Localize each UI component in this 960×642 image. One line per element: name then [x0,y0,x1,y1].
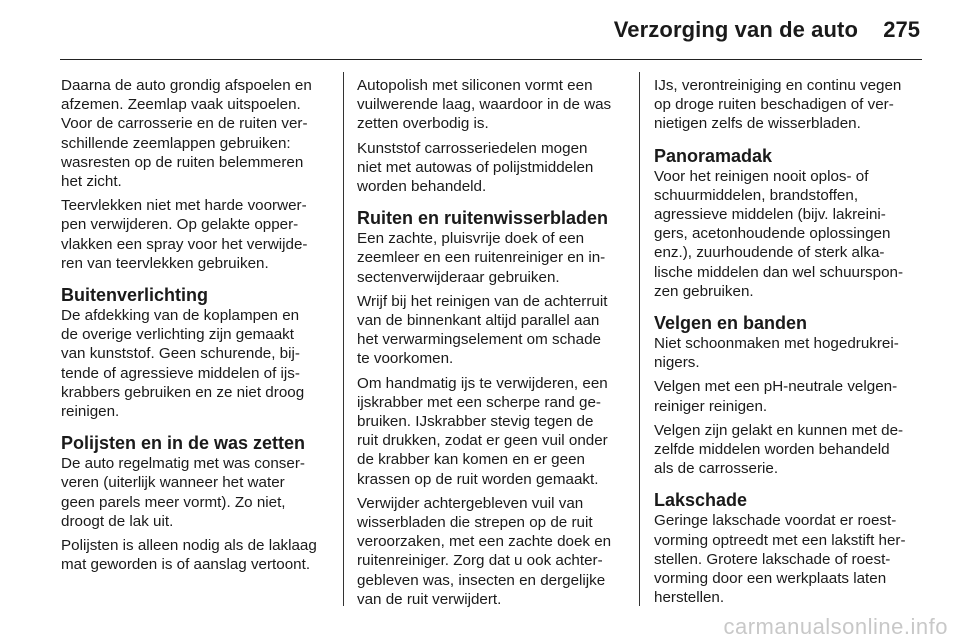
header-rule [60,59,922,60]
paragraph: Polijsten is alleen nodig als de laklaag mat geworden is of aanslag vertoont. [61,537,317,574]
paragraph: Autopolish met siliconen vormt een vuilwerende laag, waardoor in de was zetten overbodig is. [357,77,612,133]
section-heading: Polijsten en in de was zetten [61,433,306,454]
paragraph: Teervlekken niet met harde voorwer- pen verwijderen. Op gelakte opper- vlakken een spray voor het verwijde- ren van teervlekken gebruiken. [61,197,308,272]
paragraph: Een zachte, pluisvrije doek of een zeemleer en een ruitenreiniger en in- sectenverwijderaar gebruiken. [357,230,606,286]
page-number: 275 [883,17,920,42]
running-title: Verzorging van de auto [613,17,858,42]
column-1 [61,76,333,579]
paragraph: Velgen zijn gelakt en kunnen met de- zelfde middelen worden behandeld als de carrosserie. [654,421,904,478]
paragraph: Verwijder achtergebleven vuil van wisserbladen die strepen op de ruit veroorzaken, met een zachte doek en ruitenreiniger. Zorg dat u ook achter- gebleven was, insecten en dergelijke van de ruit verwijdert. [357,494,612,608]
paragraph: Wrijf bij het reinigen van de achterruit van de binnenkant altijd parallel aan het verwarmingselement om schade te voorkomen. [357,292,608,368]
page-header [0,0,960,60]
section-heading: Lakschade [654,490,748,511]
section-heading: Buitenverlichting [61,285,209,306]
paragraph: Niet schoonmaken met hogedrukrei- nigers. [654,335,899,372]
paragraph: Velgen met een pH-neutrale velgen- reiniger reinigen. [654,378,898,415]
section-heading: Ruiten en ruitenwisserbladen [357,208,609,229]
paragraph: Om handmatig ijs te verwijderen, een ijskrabber met een scherpe rand ge- bruiken. IJskrabber stevig tegen de ruit drukken, zodat er geen vuil onder de krabber kan komen en er geen krassen op de ruit worden gemaakt. [357,374,608,488]
paragraph: Kunststof carrosseriedelen mogen niet met autowas of polijstmiddelen worden behandeld. [357,139,594,196]
paragraph: Voor het reinigen nooit oplos- of schuurmiddelen, brandstoffen, agressieve middelen (bijv. lakreini- gers, acetonhoudende oplossingen enz.), zuurhoudende of sterk alka- lische middelen dan wel schuurspon- zen gebruiken. [654,167,904,300]
column-2 [357,76,631,614]
paragraph: De afdekking van de koplampen en de overige verlichting zijn gemaakt van kunststof. Geen schurende, bij- tende of agressieve middelen of ijs- krabbers gebruiken en ze niet droog reinigen. [61,307,305,421]
section-heading: Velgen en banden [654,313,808,334]
paragraph: Daarna de auto grondig afspoelen en afzemen. Zeemlap vaak uitspoelen. Voor de carrosserie en de ruiten ver- schillende zeemlappen gebruiken: wasresten op de ruiten belemmeren het zicht. [61,77,312,191]
paragraph: De auto regelmatig met was conser- veren (uiterlijk wanneer het water geen parels meer vormt). Zo niet, droogt de lak uit. [61,455,305,530]
column-divider [343,72,344,606]
watermark: carmanualsonline.info [723,614,948,639]
column-3 [654,76,926,612]
section-heading: Panoramadak [654,145,773,166]
paragraph: IJs, verontreiniging en continu vegen op droge ruiten beschadigen of ver- nietigen zelfs de wisserbladen. [654,77,902,133]
column-divider [639,72,640,606]
paragraph: Geringe lakschade voordat er roest- vorming optreedt met een lakstift her- stellen. Grotere lakschade of roest- vorming door een werkplaats laten herstellen. [654,512,906,607]
